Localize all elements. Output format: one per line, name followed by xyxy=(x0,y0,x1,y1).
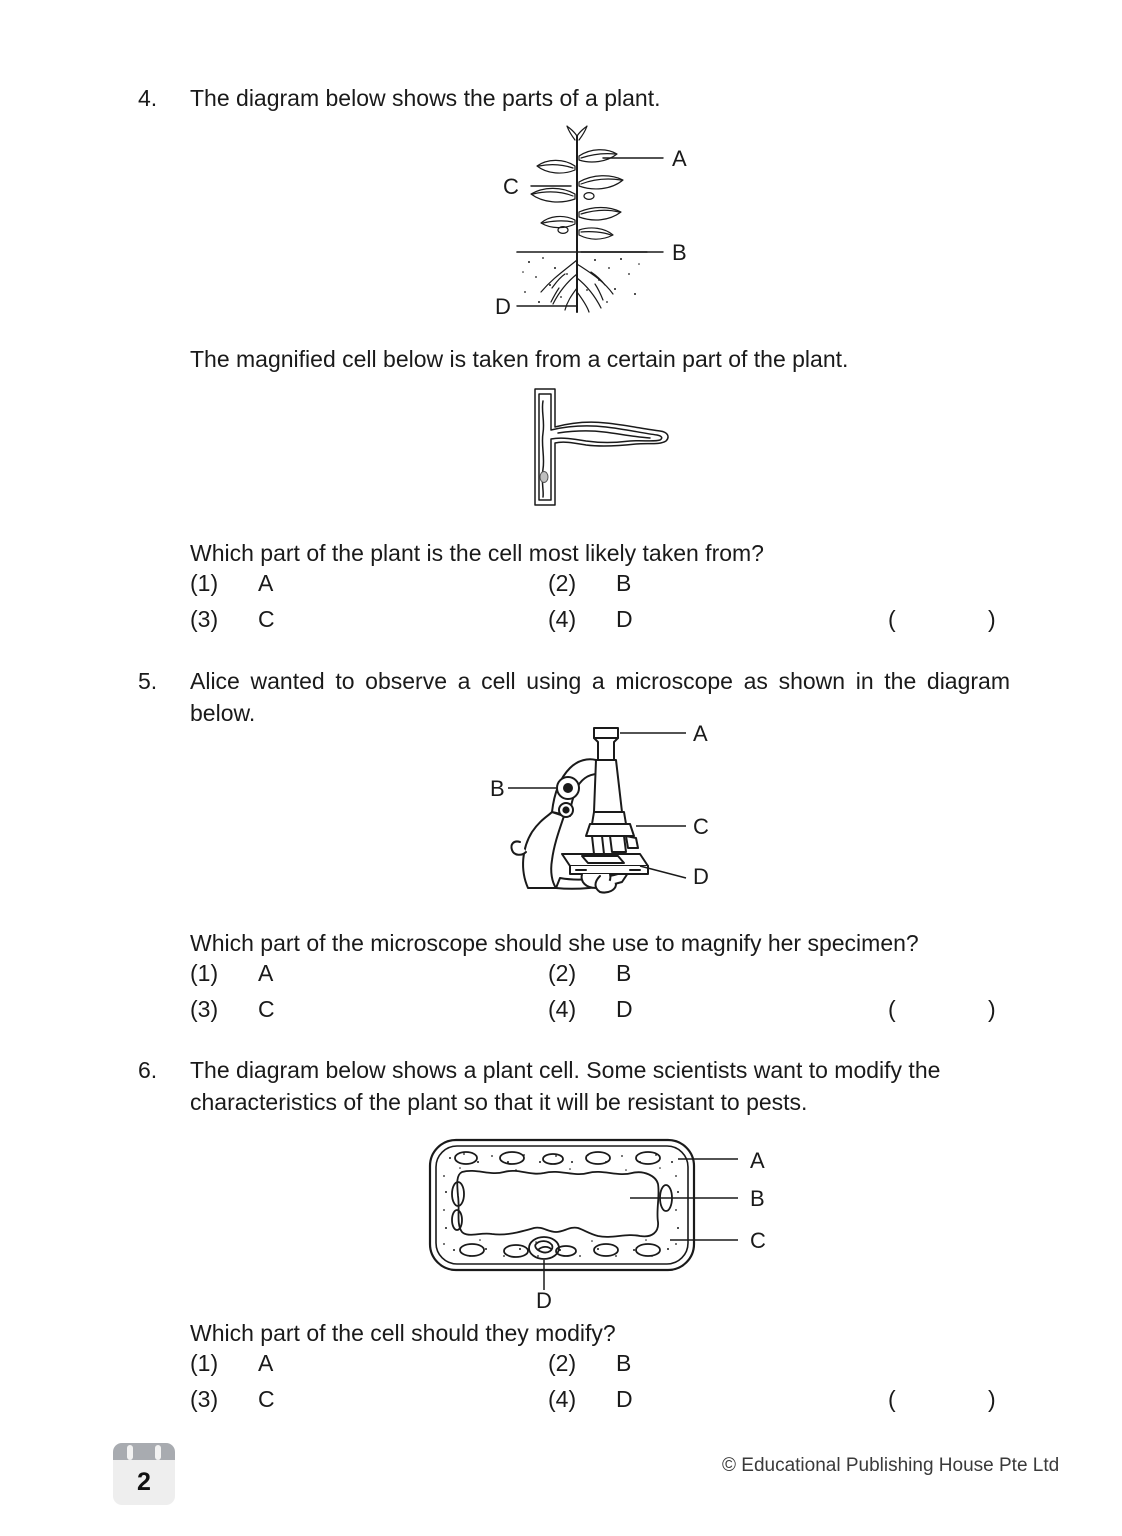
option-2-label: B xyxy=(616,570,632,596)
option-3-label: C xyxy=(258,606,275,632)
option-row xyxy=(190,570,1020,606)
plant-cell-label-d: D xyxy=(536,1288,552,1313)
option-row xyxy=(190,1350,1020,1386)
option-4[interactable] xyxy=(548,996,633,1023)
option-2-tag: (2) xyxy=(548,960,577,986)
magnified-root-hair-cell-diagram xyxy=(510,385,690,510)
plant-cell-label-a: A xyxy=(750,1148,765,1173)
microscope-illustration xyxy=(490,720,725,895)
answer-bracket-left: ( xyxy=(888,1386,896,1412)
answer-bracket-left: ( xyxy=(888,996,896,1022)
option-2-label: B xyxy=(616,960,632,986)
calendar-icon-ring xyxy=(127,1445,133,1460)
option-1[interactable] xyxy=(190,1350,273,1377)
question-6-number: 6. xyxy=(138,1057,158,1083)
question-4-secondary-text: The magnified cell below is taken from a certain part of the plant. xyxy=(190,346,849,372)
root-hair-cell-illustration xyxy=(510,385,690,510)
option-1-tag: (1) xyxy=(190,1350,219,1376)
plant-label-a: A xyxy=(672,146,687,171)
option-1-tag: (1) xyxy=(190,960,219,986)
question-6-options xyxy=(190,1350,1020,1422)
option-3-label: C xyxy=(258,996,275,1022)
plant-parts-illustration xyxy=(495,122,725,322)
option-row xyxy=(190,606,1020,642)
option-1-tag: (1) xyxy=(190,570,219,596)
option-row xyxy=(190,996,1020,1032)
answer-bracket-right: ) xyxy=(988,1386,996,1412)
microscope-label-a: A xyxy=(693,721,708,746)
plant-cell-label-c: C xyxy=(750,1228,766,1253)
plant-label-d: D xyxy=(495,294,511,319)
question-6-prompt: Which part of the cell should they modify? xyxy=(190,1320,616,1346)
option-4-label: D xyxy=(616,996,633,1022)
answer-bracket-right: ) xyxy=(988,606,996,632)
option-1-label: A xyxy=(258,570,274,596)
question-4-options xyxy=(190,570,1020,642)
plant-cell-illustration xyxy=(420,1132,770,1302)
microscope-label-c: C xyxy=(693,814,709,839)
option-4-label: D xyxy=(616,606,633,632)
option-2[interactable] xyxy=(548,960,631,987)
option-1-label: A xyxy=(258,1350,274,1376)
question-5-number: 5. xyxy=(138,668,158,694)
option-2[interactable] xyxy=(548,1350,631,1377)
option-4-label: D xyxy=(616,1386,633,1412)
plant-parts-diagram xyxy=(495,122,725,322)
option-3[interactable] xyxy=(190,606,275,633)
option-4[interactable] xyxy=(548,1386,633,1413)
option-2-label: B xyxy=(616,1350,632,1376)
question-5-prompt: Which part of the microscope should she use to magnify her specimen? xyxy=(190,930,919,956)
option-2-tag: (2) xyxy=(548,570,577,596)
plant-label-c: C xyxy=(503,174,519,199)
option-3-tag: (3) xyxy=(190,606,219,632)
microscope-label-b: B xyxy=(490,776,505,801)
option-3[interactable] xyxy=(190,1386,275,1413)
option-1-label: A xyxy=(258,960,274,986)
question-4-number: 4. xyxy=(138,85,158,111)
question-4-stem: The diagram below shows the parts of a plant. xyxy=(190,85,661,111)
page-number: 2 xyxy=(137,1468,151,1496)
option-row xyxy=(190,1386,1020,1422)
option-1[interactable] xyxy=(190,570,273,597)
calendar-icon-ring xyxy=(155,1445,161,1460)
option-1[interactable] xyxy=(190,960,273,987)
option-2-tag: (2) xyxy=(548,1350,577,1376)
option-3[interactable] xyxy=(190,996,275,1023)
option-4-tag: (4) xyxy=(548,1386,577,1412)
option-3-tag: (3) xyxy=(190,1386,219,1412)
plant-cell-diagram xyxy=(420,1132,770,1313)
page-number-badge xyxy=(113,1443,175,1505)
question-5-stem: Alice wanted to observe a cell using a microscope as shown in the diagram below. xyxy=(190,668,1010,726)
option-4-tag: (4) xyxy=(548,996,577,1022)
copyright-notice: © Educational Publishing House Pte Ltd xyxy=(722,1455,1060,1476)
option-row xyxy=(190,960,1020,996)
plant-label-b: B xyxy=(672,240,687,265)
answer-bracket-right: ) xyxy=(988,996,996,1022)
plant-cell-label-b: B xyxy=(750,1186,765,1211)
microscope-diagram xyxy=(490,720,725,895)
answer-bracket-left: ( xyxy=(888,606,896,632)
calendar-icon-band xyxy=(113,1443,175,1460)
option-3-label: C xyxy=(258,1386,275,1412)
option-4[interactable] xyxy=(548,606,633,633)
option-3-tag: (3) xyxy=(190,996,219,1022)
question-4-prompt: Which part of the plant is the cell most likely taken from? xyxy=(190,540,764,566)
option-2[interactable] xyxy=(548,570,631,597)
microscope-label-d: D xyxy=(693,864,709,889)
question-5-options xyxy=(190,960,1020,1032)
question-6-stem: The diagram below shows a plant cell. Some scientists want to modify the characteristics of the plant so that it will be resistant to pests. xyxy=(190,1057,941,1115)
option-4-tag: (4) xyxy=(548,606,577,632)
